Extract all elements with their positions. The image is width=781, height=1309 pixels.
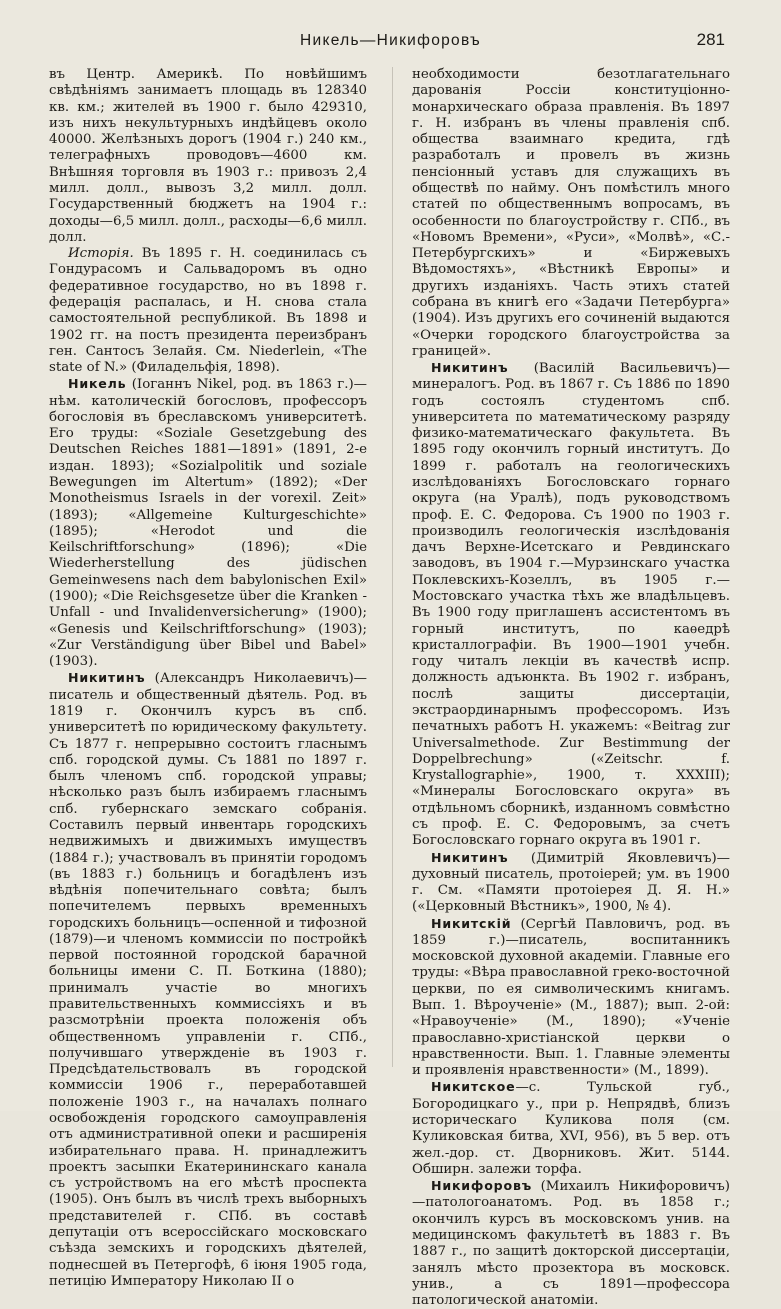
entry-continuation — [412, 67, 730, 360]
running-header — [0, 32, 781, 56]
column-divider — [392, 67, 393, 1067]
entry-continuation — [49, 67, 367, 246]
entry-nikiforov — [412, 1178, 730, 1309]
entry-text: (Александръ Николаевичъ)—писатель и общественный дѣятель. Род. въ 1819 г. Окончилъ курсъ въ спб. университетѣ по юридическому факультету. Съ 1877 г. непрерывно состоитъ гласнымъ спб. городской думы. Съ 1881 по 1897 г. былъ членомъ спб. городской управы; нѣсколько разъ былъ избираемъ гласнымъ спб. губернскаго земскаго собранія. Составилъ первый инвентарь городскихъ недвижимыхъ и движимыхъ имуществъ (1884 г.); участвовалъ въ принятіи городомъ (въ 1883 г.) больницъ и богадѣленъ изъ вѣдѣнія попечительнаго совѣта; былъ попечителемъ первыхъ временныхъ городскихъ больницъ—оспенной и тифозной (1879)—и членомъ коммиссіи по постройкѣ первой постоянной городской барачной больницы имени С. П. Боткина (1880); принималъ участіе во многихъ правительственныхъ коммиссіяхъ и въ разсмотрѣніи проекта положенія объ общественномъ управленіи г. СПб., получившаго утвержденіе въ 1903 г. Предсѣдательствовалъ въ городской коммиссіи 1906 г., переработавшей положеніе 1903 г., на началахъ полнаго освобожденія городского самоуправленія отъ административной опеки и расширенія избирательнаго права. Н. принадлежитъ проектъ засыпки Екатерининскаго канала съ устройствомъ на его мѣстѣ проспекта (1905). Онъ былъ въ числѣ трехъ выборныхъ представителей г. СПб. въ составѣ депутаціи отъ всероссійскаго московскаго съѣзда земскихъ и городскихъ дѣятелей, поднесшей въ Петергофѣ, 6 іюня 1905 года, петицію Императору Николаю II о — [49, 671, 367, 1289]
headword: Никель — [68, 376, 127, 392]
entry-history — [49, 246, 367, 376]
entry-text: Въ 1895 г. Н. соединилась съ Гондурасомъ и Сальвадоромъ въ одно федеративное государство, но въ 1898 г. федерація распалась, и Н. снова стала самостоятельной республикой. Въ 1898 и 1902 гг. на постъ президента переизбранъ ген. Сантосъ Зелайя. См. Niederlein, «The state of N.» (Филадельфія, 1898). — [49, 246, 367, 376]
headword: Никитинъ — [431, 360, 509, 376]
right-column — [412, 67, 730, 1309]
headword: Никифоровъ — [431, 1178, 532, 1194]
entry-nikitin-vasiliy — [412, 360, 730, 849]
entry-text: необходимости безотлагательнаго дарованія Россіи конституціонно-монархическаго образа правленія. Въ 1897 г. Н. избранъ въ члены правленія спб. общества взаимнаго кредита, гдѣ разработалъ и провелъ въ жизнь пенсіонный уставъ для служащихъ въ обществѣ по найму. Онъ помѣстилъ много статей по общественнымъ вопросамъ, въ особенности по благоустройству г. СПб., въ «Новомъ Времени», «Руси», «Молвѣ», «С.-Петербургскихъ» и «Биржевыхъ Вѣдомостяхъ», «Вѣстникѣ Европы» и другихъ изданіяхъ. Часть этихъ статей собрана въ книгѣ его «Задачи Петербурга» (1904). Изъ другихъ его сочиненій выдаются «Очерки городского благоустройства за границей». — [412, 67, 730, 359]
entry-nikitin-dimitriy — [412, 850, 730, 916]
entry-text: (Михаилъ Никифоровичъ)—патологоанатомъ. Род. въ 1858 г.; окончилъ курсъ въ московскомъ унив. на медицинскомъ факультетѣ въ 1883 г. Въ 1887 г., по защитѣ докторской диссертаціи, занялъ мѣсто прозектора въ московск. унив., а съ 1891—профессора патологической анатоміи. — [412, 1179, 730, 1309]
entry-text: (Сергѣй Павловичъ, род. въ 1859 г.)—писатель, воспитанникъ московской духовной академіи. Главные его труды: «Вѣра православной греко-восточной церкви, по ея символическимъ книгамъ. Вып. 1. Вѣроученіе» (М., 1887); вып. 2-ой: «Нравоученіе» (М., 1890); «Ученіе православно-христіанской церкви о нравственности. Вып. 1. Главные элементы и проявленія нравственности» (М., 1899). — [412, 916, 730, 1079]
entry-text: —с. Тульской губ., Богородицкаго у., при р. Непрядвѣ, близъ историческаго Куликова поля (см. Куликовская битва, XVI, 956), въ 5 вер. отъ жел.-дор. ст. Дворниковъ. Жит. 5144. Обширн. залежи торфа. — [412, 1080, 730, 1177]
entry-nikitin-alexandr — [49, 670, 367, 1290]
headword: Никитинъ — [431, 849, 509, 865]
entry-nikitskoe — [412, 1079, 730, 1178]
left-column — [49, 67, 367, 1290]
headword: Никитское — [431, 1079, 516, 1095]
entry-text: (Василій Васильевичъ)—минералогъ. Род. въ 1867 г. Съ 1886 по 1890 годъ состоялъ студентомъ спб. университета по математическому разряду физико-математическаго факультета. Въ 1895 году окончилъ горный институтъ. До 1899 г. работалъ на геологическихъ изслѣдованіяхъ Богословскаго горнаго округа (на Уралѣ), подъ руководствомъ проф. Е. С. Федорова. Съ 1900 по 1903 г. производилъ геологическія изслѣдованія дачъ Верхне-Исетскаго и Ревдинскаго заводовъ, въ 1904 г.—Мурзинскаго участка Поклевскихъ-Козеллъ, въ 1905 г.—Мостовскаго участка тѣхъ же владѣльцевъ. Въ 1900 году приглашенъ ассистентомъ въ горный институтъ, по каѳедрѣ кристаллографіи. Въ 1900—1901 учебн. году читалъ лекціи въ качествѣ испр. должность адъюнкта. Въ 1902 г. избранъ, послѣ защиты диссертаціи, экстраординарнымъ профессоромъ. Изъ печатныхъ работъ Н. укажемъ: «Beitrag zur Universalmethode. Zur Bestimmung der Doppelbrechung» («Zeitschr. f. Krystallographie», 1900, т. XXXIII); «Минералы Богословскаго округа» въ отдѣльномъ сборникѣ, изданномъ совмѣстно съ проф. Е. С. Федоровымъ, за счетъ Богословскаго горнаго округа въ 1901 г. — [412, 361, 730, 849]
page-number: 281 — [696, 30, 725, 49]
entry-text: (Іоганнъ Nikel, род. въ 1863 г.)—нѣм. католическій богословъ, профессоръ богословія въ бреславскомъ университетѣ. Его труды: «Soziale Gesetzgebung des Deutschen Reiches 1881—1891» (1891, 2-е издан. 1893); «Sozialpolitik und soziale Bewegungen im Altertum» (1892); «Der Monotheismus Israels in der vorexil. Zeit» (1893); «Allgemeine Kulturgeschichte» (1895); «Herodot und die Keilschriftforschung» (1896); «Die Wiederherstellung des jüdischen Gemeinwesens nach dem babylonischen Exil» (1900); «Die Reichsgesetze über die Kranken - Unfall - und Invalidenversicherung» (1900); «Genesis und Keilschriftforschung» (1903); «Zur Verständigung über Bibel und Babel» (1903). — [49, 377, 367, 670]
headword: Никитинъ — [68, 670, 146, 686]
section-label: Исторія. — [68, 246, 134, 262]
entry-nikel — [49, 376, 367, 670]
entry-text: (Димитрій Яковлевичъ)—духовный писатель, протоіерей; ум. въ 1900 г. См. «Памяти протоіерея Д. Я. Н.» («Церковный Вѣстникъ», 1900, № 4). — [412, 850, 730, 915]
entry-nikitskiy — [412, 916, 730, 1080]
entry-text: въ Центр. Америкѣ. По новѣйшимъ свѣдѣніямъ занимаетъ площадь въ 128340 кв. км.; жителей въ 1900 г. было 429310, изъ нихъ некультурныхъ индѣйцевъ около 40000. Желѣзныхъ дорогъ (1904 г.) 240 км., телеграфныхъ проводовъ—4600 км. Внѣшняя торговля въ 1903 г.: привозъ 2,4 милл. долл., вывозъ 3,2 милл. долл. Государственный бюджетъ на 1904 г.: доходы—6,5 милл. долл., расходы—6,6 милл. долл. — [49, 67, 367, 245]
running-title: Никель—Никифоровъ — [300, 32, 481, 49]
headword: Никитскій — [431, 915, 512, 931]
